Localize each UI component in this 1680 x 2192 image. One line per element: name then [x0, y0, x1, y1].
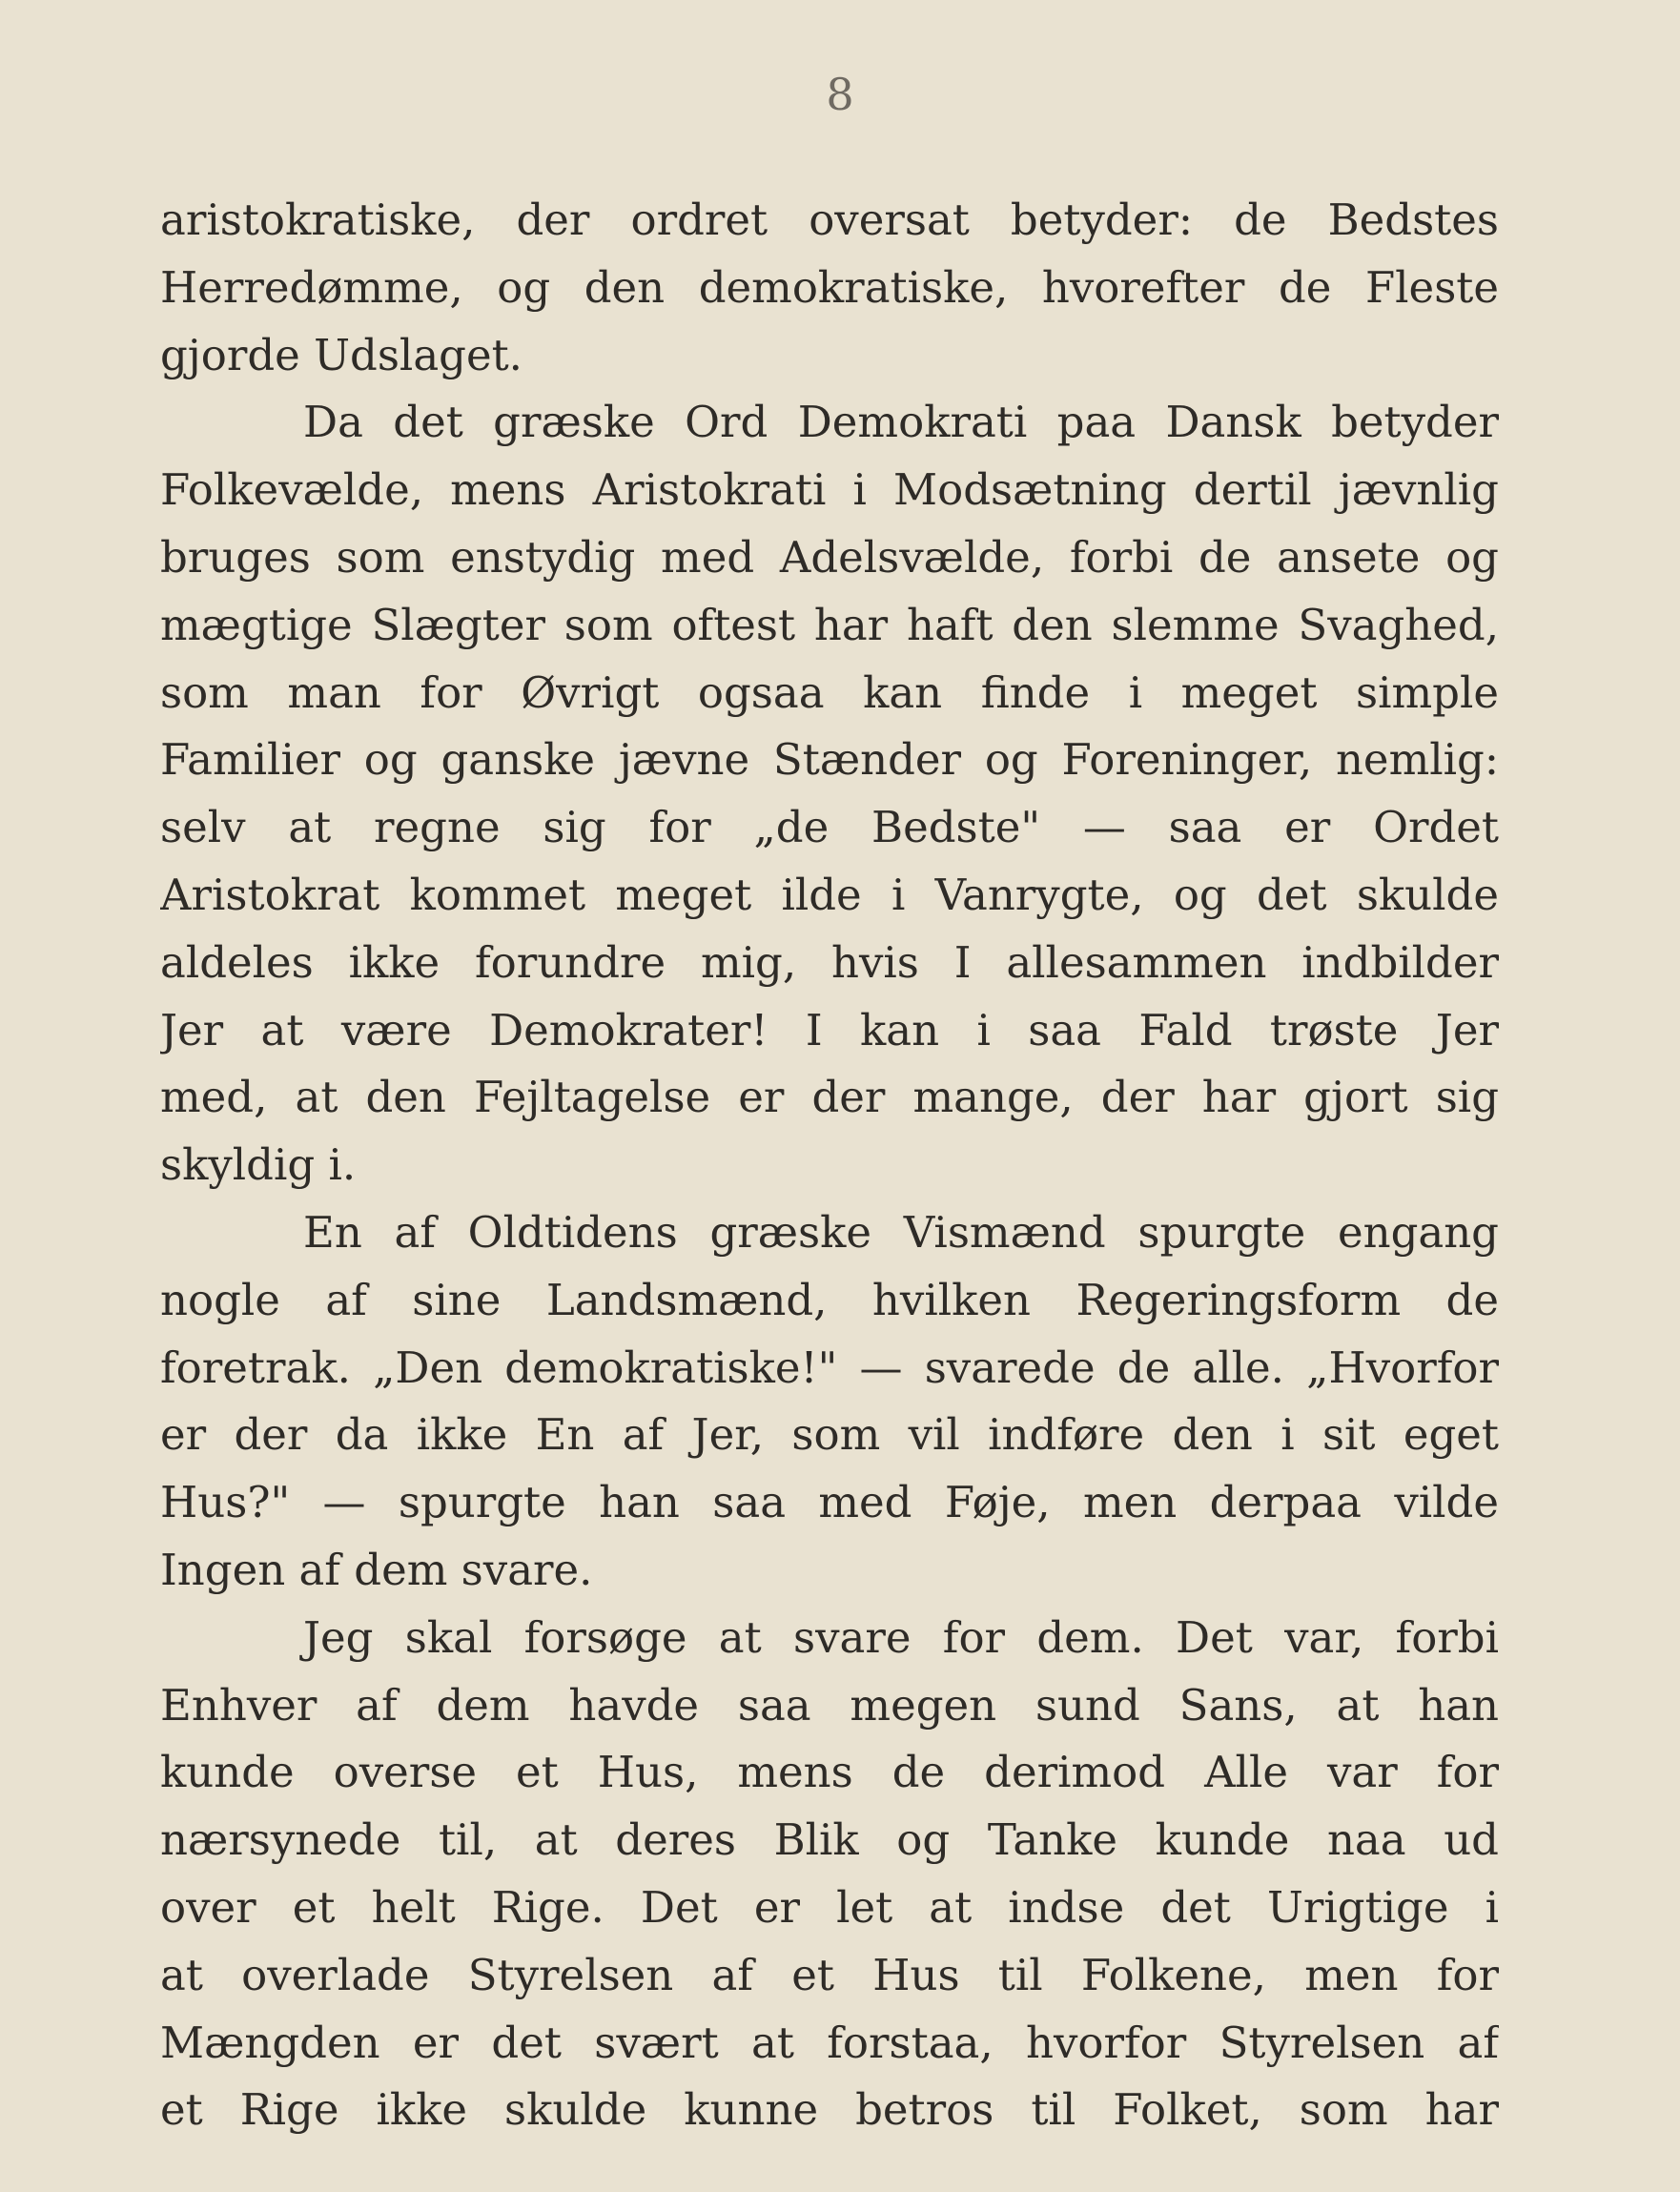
- paragraph-start-line: Jeg skal forsøge at svare for dem. Det var, forbi: [303, 1611, 1499, 1663]
- text-line: Aristokrat kommet meget ilde i Vanrygte, og det skulde: [160, 869, 1499, 920]
- paragraph-start-line: Da det græske Ord Demokrati paa Dansk betyder: [303, 397, 1499, 448]
- text-line: at overlade Styrelsen af et Hus til Folkene, men for: [160, 1949, 1499, 2000]
- text-line: er der da ikke En af Jer, som vil indføre den i sit eget: [160, 1409, 1499, 1461]
- text-line: Ingen af dem svare.: [160, 1544, 593, 1595]
- text-line: som man for Øvrigt ogsaa kan finde i meget simple: [160, 666, 1499, 718]
- text-line: et Rige ikke skulde kunne betros til Folket, som har: [160, 2084, 1499, 2136]
- paragraph-start-line: En af Oldtidens græske Vismænd spurgte engang: [303, 1206, 1499, 1258]
- text-line: skyldig i.: [160, 1139, 357, 1191]
- text-line: kunde overse et Hus, mens de derimod Alle var for: [160, 1747, 1499, 1798]
- text-line: gjorde Udslaget.: [160, 329, 522, 380]
- text-line: aldeles ikke forundre mig, hvis I allesammen indbilder: [160, 936, 1499, 988]
- text-line: nærsynede til, at deres Blik og Tanke kunde naa ud: [160, 1814, 1499, 1866]
- text-line: Mængden er det svært at forstaa, hvorfor Styrelsen af: [160, 2017, 1499, 2068]
- text-line: aristokratiske, der ordret oversat betyder: de Bedstes: [160, 195, 1499, 245]
- text-line: Folkevælde, mens Aristokrati i Modsætning dertil jævnlig: [160, 464, 1499, 516]
- text-line: Familier og ganske jævne Stænder og Foreninger, nemlig:: [160, 734, 1499, 786]
- page-number: 8: [826, 69, 854, 120]
- text-line: nogle af sine Landsmænd, hvilken Regeringsform de: [160, 1274, 1499, 1325]
- text-line: over et helt Rige. Det er let at indse det Urigtige i: [160, 1881, 1499, 1933]
- text-line: foretrak. „Den demokratiske!" — svarede de alle. „Hvorfor: [160, 1342, 1499, 1393]
- text-line: med, at den Fejltagelse er der mange, der har gjort sig: [160, 1072, 1499, 1123]
- body-text: [160, 187, 1499, 2144]
- text-line: selv at regne sig for „de Bedste" — saa er Ordet: [160, 802, 1499, 853]
- text-line: mægtige Slægter som oftest har haft den slemme Svaghed,: [160, 599, 1499, 650]
- text-line: bruges som enstydig med Adelsvælde, forbi de ansete og: [160, 531, 1499, 583]
- text-line: Jer at være Demokrater! I kan i saa Fald trøste Jer: [160, 1004, 1499, 1055]
- text-line: Enhver af dem havde saa megen sund Sans, at han: [160, 1679, 1499, 1731]
- text-line: Hus?" — spurgte han saa med Føje, men derpaa vilde: [160, 1477, 1499, 1528]
- text-line: Herredømme, og den demokratiske, hvorefter de Fleste: [160, 261, 1499, 313]
